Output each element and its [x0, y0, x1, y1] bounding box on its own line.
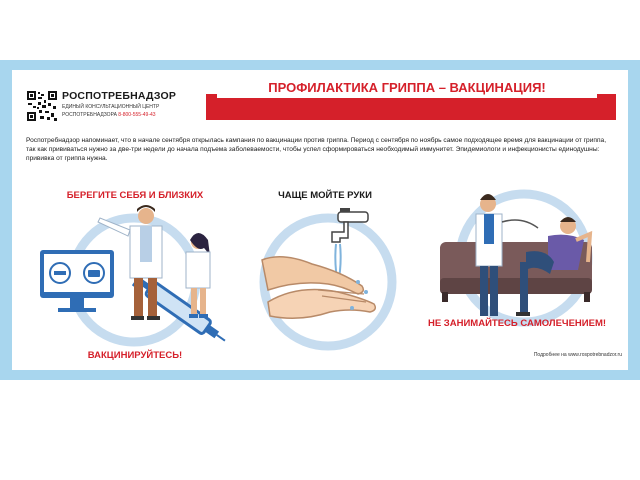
- page-title: ПРОФИЛАКТИКА ГРИППА – ВАКЦИНАЦИЯ!: [217, 78, 597, 98]
- organization-subtitle-2-text: РОСПОТРЕБНАДЗОРА: [62, 112, 117, 118]
- poster: [12, 70, 628, 370]
- organization-phone: 8-800-555-49-43: [118, 112, 156, 118]
- middle-panel-heading: ЧАЩЕ МОЙТЕ РУКИ: [278, 190, 372, 201]
- organization-subtitle-2: [62, 112, 222, 118]
- poster-frame: [0, 60, 640, 380]
- footer-note: Подробнее на www.rospotrebnadzor.ru: [533, 352, 622, 358]
- syringe-icon: [132, 272, 230, 347]
- intro-text: Роспотребнадзор напоминает, что в начале сентября открылась кампания по вакцинации против гриппа. Период с сентября по ноябрь самое подходящее время для вакцинации от гриппа, так как прививаться нужно за две-три недели до начала подъема заболеваемости, чтобы успел сформироваться необходимый иммунитет. Эпидемиологи и инфекционисты единодушны: прививка от гриппа нужна.: [26, 137, 607, 162]
- hands-washing-illustration: [248, 204, 408, 354]
- doctor-illustration: [34, 202, 234, 350]
- right-panel-cta: НЕ ЗАНИМАЙТЕСЬ САМОЛЕЧЕНИЕМ!: [427, 318, 607, 329]
- monitor-icon: [40, 250, 114, 312]
- qr-code-icon: [26, 90, 58, 122]
- organization-subtitle-1: ЕДИНЫЙ КОНСУЛЬТАЦИОННЫЙ ЦЕНТР: [62, 104, 160, 110]
- organization-block: [62, 90, 222, 118]
- left-panel-heading: БЕРЕГИТЕ СЕБЯ И БЛИЗКИХ: [66, 190, 204, 201]
- organization-name: РОСПОТРЕБНАДЗОР: [62, 90, 177, 102]
- left-panel-cta: ВАКЦИНИРУЙТЕСЬ!: [87, 350, 183, 361]
- sick-patient-illustration: [436, 182, 612, 332]
